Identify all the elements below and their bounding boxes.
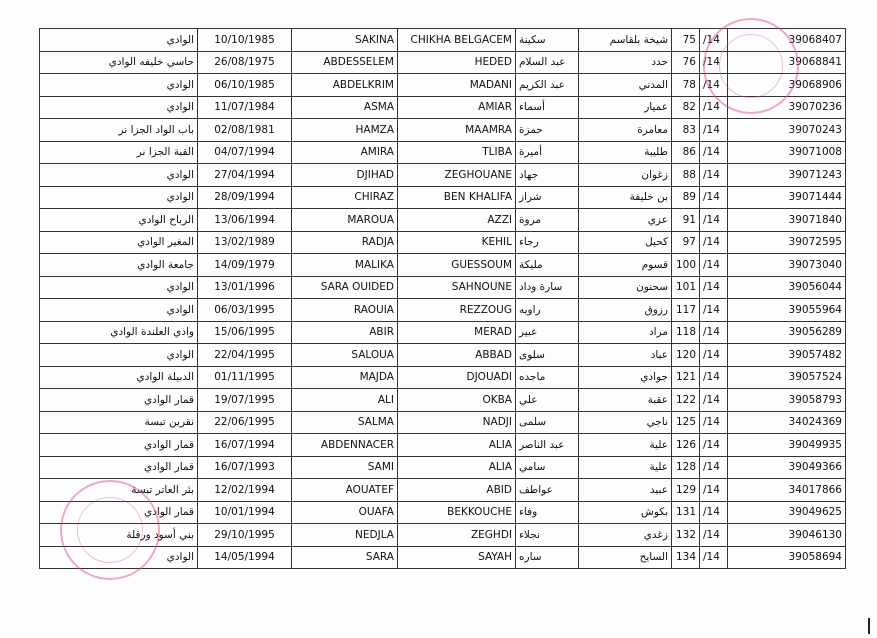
birth-date-cell: 16/07/1994	[198, 434, 292, 457]
rank-number-cell: 82	[672, 96, 700, 119]
first-name-arabic-cell: سلوى	[516, 344, 579, 367]
birth-date-cell: 11/07/1984	[198, 96, 292, 119]
first-name-latin-cell: ASMA	[292, 96, 398, 119]
last-name-latin-cell: ALIA	[398, 456, 516, 479]
birth-date-cell: 28/09/1994	[198, 186, 292, 209]
page-edge-mark	[868, 618, 870, 634]
table-row	[40, 411, 846, 434]
last-name-latin-cell: ABID	[398, 479, 516, 502]
birth-date-cell: 27/04/1994	[198, 164, 292, 187]
first-name-latin-cell: SAKINA	[292, 29, 398, 52]
birth-place-cell: الرباح الوادي	[40, 209, 198, 232]
wilaya-code-cell: /14	[700, 546, 728, 569]
first-name-arabic-cell: مروة	[516, 209, 579, 232]
birth-place-cell: المغير الوادي	[40, 231, 198, 254]
first-name-latin-cell: SALMA	[292, 411, 398, 434]
rank-number-cell: 88	[672, 164, 700, 187]
birth-date-cell: 12/02/1994	[198, 479, 292, 502]
first-name-arabic-cell: عبير	[516, 321, 579, 344]
rank-number-cell: 122	[672, 389, 700, 412]
birth-place-cell: قمار الوادي	[40, 434, 198, 457]
table-row	[40, 546, 846, 569]
first-name-arabic-cell: عواطف	[516, 479, 579, 502]
last-name-arabic-cell: شيخة بلقاسم	[579, 29, 672, 52]
last-name-arabic-cell: عقبة	[579, 389, 672, 412]
last-name-arabic-cell: بكوش	[579, 501, 672, 524]
last-name-latin-cell: OKBA	[398, 389, 516, 412]
last-name-latin-cell: MERAD	[398, 321, 516, 344]
first-name-arabic-cell: عبد الناصر	[516, 434, 579, 457]
last-name-arabic-cell: زغوان	[579, 164, 672, 187]
wilaya-code-cell: /14	[700, 119, 728, 142]
wilaya-code-cell: /14	[700, 51, 728, 74]
birth-place-cell: الوادي	[40, 276, 198, 299]
registration-id-cell: 39071243	[728, 164, 846, 187]
first-name-arabic-cell: أسماء	[516, 96, 579, 119]
first-name-latin-cell: ABDELKRIM	[292, 74, 398, 97]
birth-place-cell: الوادي	[40, 186, 198, 209]
birth-place-cell: الوادي	[40, 299, 198, 322]
table-row	[40, 74, 846, 97]
registration-id-cell: 39055964	[728, 299, 846, 322]
rank-number-cell: 132	[672, 524, 700, 547]
table-row	[40, 186, 846, 209]
table-row	[40, 344, 846, 367]
table-row	[40, 456, 846, 479]
last-name-arabic-cell: علية	[579, 456, 672, 479]
registration-id-cell: 39070236	[728, 96, 846, 119]
rank-number-cell: 117	[672, 299, 700, 322]
wilaya-code-cell: /14	[700, 231, 728, 254]
registration-id-cell: 34017866	[728, 479, 846, 502]
wilaya-code-cell: /14	[700, 254, 728, 277]
first-name-latin-cell: MALIKA	[292, 254, 398, 277]
registration-id-cell: 39049625	[728, 501, 846, 524]
last-name-arabic-cell: كحيل	[579, 231, 672, 254]
birth-place-cell: قمار الوادي	[40, 456, 198, 479]
last-name-arabic-cell: زغدي	[579, 524, 672, 547]
last-name-arabic-cell: معامرة	[579, 119, 672, 142]
last-name-arabic-cell: المدني	[579, 74, 672, 97]
birth-place-cell: قمار الوادي	[40, 389, 198, 412]
rank-number-cell: 129	[672, 479, 700, 502]
birth-place-cell: نقرين تبسة	[40, 411, 198, 434]
birth-place-cell: القبة الجزا نر	[40, 141, 198, 164]
registration-id-cell: 39057482	[728, 344, 846, 367]
registration-id-cell: 39071008	[728, 141, 846, 164]
last-name-latin-cell: NADJI	[398, 411, 516, 434]
table-row	[40, 231, 846, 254]
wilaya-code-cell: /14	[700, 209, 728, 232]
last-name-arabic-cell: حدد	[579, 51, 672, 74]
last-name-arabic-cell: مراد	[579, 321, 672, 344]
last-name-arabic-cell: جوادي	[579, 366, 672, 389]
rank-number-cell: 134	[672, 546, 700, 569]
first-name-arabic-cell: عبد السلام	[516, 51, 579, 74]
last-name-arabic-cell: السايح	[579, 546, 672, 569]
birth-date-cell: 01/11/1995	[198, 366, 292, 389]
registration-id-cell: 39056289	[728, 321, 846, 344]
first-name-latin-cell: CHIRAZ	[292, 186, 398, 209]
birth-place-cell: قمار الوادي	[40, 501, 198, 524]
table-row	[40, 51, 846, 74]
table-row	[40, 29, 846, 52]
rank-number-cell: 128	[672, 456, 700, 479]
rank-number-cell: 121	[672, 366, 700, 389]
wilaya-code-cell: /14	[700, 479, 728, 502]
last-name-latin-cell: ABBAD	[398, 344, 516, 367]
birth-place-cell: الوادي	[40, 96, 198, 119]
wilaya-code-cell: /14	[700, 434, 728, 457]
birth-place-cell: وادي العلندة الوادي	[40, 321, 198, 344]
registration-id-cell: 39046130	[728, 524, 846, 547]
first-name-arabic-cell: مليكة	[516, 254, 579, 277]
first-name-arabic-cell: عبد الكريم	[516, 74, 579, 97]
first-name-arabic-cell: نجلاء	[516, 524, 579, 547]
first-name-latin-cell: MAJDA	[292, 366, 398, 389]
wilaya-code-cell: /14	[700, 366, 728, 389]
first-name-arabic-cell: راويه	[516, 299, 579, 322]
table-row	[40, 479, 846, 502]
birth-date-cell: 10/01/1994	[198, 501, 292, 524]
rank-number-cell: 97	[672, 231, 700, 254]
table-row	[40, 501, 846, 524]
last-name-latin-cell: MADANI	[398, 74, 516, 97]
birth-place-cell: الوادي	[40, 74, 198, 97]
birth-date-cell: 10/10/1985	[198, 29, 292, 52]
first-name-arabic-cell: شراز	[516, 186, 579, 209]
first-name-arabic-cell: أميرة	[516, 141, 579, 164]
rank-number-cell: 89	[672, 186, 700, 209]
table-row	[40, 321, 846, 344]
birth-date-cell: 02/08/1981	[198, 119, 292, 142]
first-name-arabic-cell: ماجده	[516, 366, 579, 389]
first-name-latin-cell: ABDENNACER	[292, 434, 398, 457]
last-name-latin-cell: BEKKOUCHE	[398, 501, 516, 524]
registration-id-cell: 39058694	[728, 546, 846, 569]
table-row	[40, 254, 846, 277]
first-name-latin-cell: SARA	[292, 546, 398, 569]
birth-place-cell: باب الواد الجزا نر	[40, 119, 198, 142]
first-name-latin-cell: NEDJLA	[292, 524, 398, 547]
birth-place-cell: الدبيلة الوادي	[40, 366, 198, 389]
last-name-latin-cell: REZZOUG	[398, 299, 516, 322]
registration-id-cell: 39056044	[728, 276, 846, 299]
last-name-latin-cell: TLIBA	[398, 141, 516, 164]
wilaya-code-cell: /14	[700, 344, 728, 367]
first-name-arabic-cell: رجاء	[516, 231, 579, 254]
rank-number-cell: 78	[672, 74, 700, 97]
wilaya-code-cell: /14	[700, 299, 728, 322]
birth-date-cell: 19/07/1995	[198, 389, 292, 412]
registration-id-cell: 39073040	[728, 254, 846, 277]
rank-number-cell: 86	[672, 141, 700, 164]
last-name-arabic-cell: عميار	[579, 96, 672, 119]
registration-id-cell: 39049366	[728, 456, 846, 479]
last-name-arabic-cell: سحنون	[579, 276, 672, 299]
table-body	[40, 29, 846, 569]
last-name-latin-cell: KEHIL	[398, 231, 516, 254]
birth-date-cell: 14/09/1979	[198, 254, 292, 277]
birth-date-cell: 16/07/1993	[198, 456, 292, 479]
rank-number-cell: 76	[672, 51, 700, 74]
birth-place-cell: الوادي	[40, 164, 198, 187]
registration-id-cell: 39070243	[728, 119, 846, 142]
first-name-latin-cell: RADJA	[292, 231, 398, 254]
registration-id-cell: 39058793	[728, 389, 846, 412]
last-name-latin-cell: DJOUADI	[398, 366, 516, 389]
first-name-arabic-cell: سارة وداد	[516, 276, 579, 299]
rank-number-cell: 126	[672, 434, 700, 457]
last-name-arabic-cell: ناجي	[579, 411, 672, 434]
rank-number-cell: 120	[672, 344, 700, 367]
table-row	[40, 366, 846, 389]
table-row	[40, 389, 846, 412]
last-name-latin-cell: GUESSOUM	[398, 254, 516, 277]
last-name-arabic-cell: طليبة	[579, 141, 672, 164]
last-name-latin-cell: SAYAH	[398, 546, 516, 569]
registration-id-cell: 39071444	[728, 186, 846, 209]
last-name-arabic-cell: عبيد	[579, 479, 672, 502]
birth-date-cell: 13/02/1989	[198, 231, 292, 254]
last-name-latin-cell: MAAMRA	[398, 119, 516, 142]
rank-number-cell: 118	[672, 321, 700, 344]
birth-date-cell: 06/10/1985	[198, 74, 292, 97]
birth-date-cell: 14/05/1994	[198, 546, 292, 569]
rank-number-cell: 83	[672, 119, 700, 142]
first-name-arabic-cell: علي	[516, 389, 579, 412]
last-name-arabic-cell: عباد	[579, 344, 672, 367]
first-name-arabic-cell: جهاد	[516, 164, 579, 187]
candidate-table	[39, 28, 846, 569]
table-row	[40, 164, 846, 187]
first-name-arabic-cell: وفاء	[516, 501, 579, 524]
first-name-latin-cell: RAOUIA	[292, 299, 398, 322]
table-row	[40, 434, 846, 457]
table-row	[40, 209, 846, 232]
table-row	[40, 524, 846, 547]
birth-place-cell: بني أسود ورقلة	[40, 524, 198, 547]
last-name-arabic-cell: عزي	[579, 209, 672, 232]
first-name-latin-cell: MAROUA	[292, 209, 398, 232]
first-name-latin-cell: DJIHAD	[292, 164, 398, 187]
wilaya-code-cell: /14	[700, 389, 728, 412]
table-row	[40, 276, 846, 299]
last-name-arabic-cell: علية	[579, 434, 672, 457]
first-name-latin-cell: ABDESSELEM	[292, 51, 398, 74]
wilaya-code-cell: /14	[700, 456, 728, 479]
table-row	[40, 119, 846, 142]
last-name-latin-cell: AZZI	[398, 209, 516, 232]
first-name-arabic-cell: سكينة	[516, 29, 579, 52]
birth-date-cell: 04/07/1994	[198, 141, 292, 164]
wilaya-code-cell: /14	[700, 74, 728, 97]
rank-number-cell: 131	[672, 501, 700, 524]
birth-date-cell: 06/03/1995	[198, 299, 292, 322]
birth-date-cell: 13/01/1996	[198, 276, 292, 299]
rank-number-cell: 100	[672, 254, 700, 277]
last-name-latin-cell: SAHNOUNE	[398, 276, 516, 299]
registration-id-cell: 39072595	[728, 231, 846, 254]
first-name-latin-cell: HAMZA	[292, 119, 398, 142]
first-name-latin-cell: OUAFA	[292, 501, 398, 524]
first-name-arabic-cell: حمزة	[516, 119, 579, 142]
last-name-latin-cell: HEDED	[398, 51, 516, 74]
table-row	[40, 141, 846, 164]
table-row	[40, 96, 846, 119]
first-name-latin-cell: ALI	[292, 389, 398, 412]
registration-id-cell: 39057524	[728, 366, 846, 389]
wilaya-code-cell: /14	[700, 501, 728, 524]
first-name-latin-cell: AOUATEF	[292, 479, 398, 502]
wilaya-code-cell: /14	[700, 411, 728, 434]
birth-place-cell: بئر العاتر تبسة	[40, 479, 198, 502]
birth-date-cell: 29/10/1995	[198, 524, 292, 547]
wilaya-code-cell: /14	[700, 186, 728, 209]
registration-id-cell: 39049935	[728, 434, 846, 457]
first-name-latin-cell: SAMI	[292, 456, 398, 479]
last-name-latin-cell: CHIKHA BELGACEM	[398, 29, 516, 52]
wilaya-code-cell: /14	[700, 524, 728, 547]
last-name-latin-cell: AMIAR	[398, 96, 516, 119]
birth-place-cell: حاسي خليفه الوادي	[40, 51, 198, 74]
birth-place-cell: الوادي	[40, 344, 198, 367]
last-name-latin-cell: BEN KHALIFA	[398, 186, 516, 209]
wilaya-code-cell: /14	[700, 29, 728, 52]
first-name-latin-cell: ABIR	[292, 321, 398, 344]
birth-date-cell: 15/06/1995	[198, 321, 292, 344]
first-name-latin-cell: SARA OUIDED	[292, 276, 398, 299]
wilaya-code-cell: /14	[700, 141, 728, 164]
last-name-latin-cell: ZEGHDI	[398, 524, 516, 547]
first-name-latin-cell: SALOUA	[292, 344, 398, 367]
wilaya-code-cell: /14	[700, 321, 728, 344]
birth-place-cell: جامعة الوادي	[40, 254, 198, 277]
first-name-latin-cell: AMIRA	[292, 141, 398, 164]
last-name-latin-cell: ZEGHOUANE	[398, 164, 516, 187]
rank-number-cell: 75	[672, 29, 700, 52]
wilaya-code-cell: /14	[700, 96, 728, 119]
first-name-arabic-cell: سامي	[516, 456, 579, 479]
first-name-arabic-cell: سلمى	[516, 411, 579, 434]
registration-id-cell: 39068906	[728, 74, 846, 97]
last-name-latin-cell: ALIA	[398, 434, 516, 457]
birth-date-cell: 26/08/1975	[198, 51, 292, 74]
last-name-arabic-cell: رزوق	[579, 299, 672, 322]
last-name-arabic-cell: بن خليفة	[579, 186, 672, 209]
birth-place-cell: الوادي	[40, 29, 198, 52]
wilaya-code-cell: /14	[700, 276, 728, 299]
birth-date-cell: 22/06/1995	[198, 411, 292, 434]
registration-id-cell: 39068841	[728, 51, 846, 74]
rank-number-cell: 91	[672, 209, 700, 232]
birth-date-cell: 22/04/1995	[198, 344, 292, 367]
wilaya-code-cell: /14	[700, 164, 728, 187]
first-name-arabic-cell: ساره	[516, 546, 579, 569]
birth-place-cell: الوادي	[40, 546, 198, 569]
last-name-arabic-cell: قسوم	[579, 254, 672, 277]
registration-id-cell: 39071840	[728, 209, 846, 232]
rank-number-cell: 125	[672, 411, 700, 434]
rank-number-cell: 101	[672, 276, 700, 299]
birth-date-cell: 13/06/1994	[198, 209, 292, 232]
registration-id-cell: 34024369	[728, 411, 846, 434]
registration-id-cell: 39068407	[728, 29, 846, 52]
table-row	[40, 299, 846, 322]
